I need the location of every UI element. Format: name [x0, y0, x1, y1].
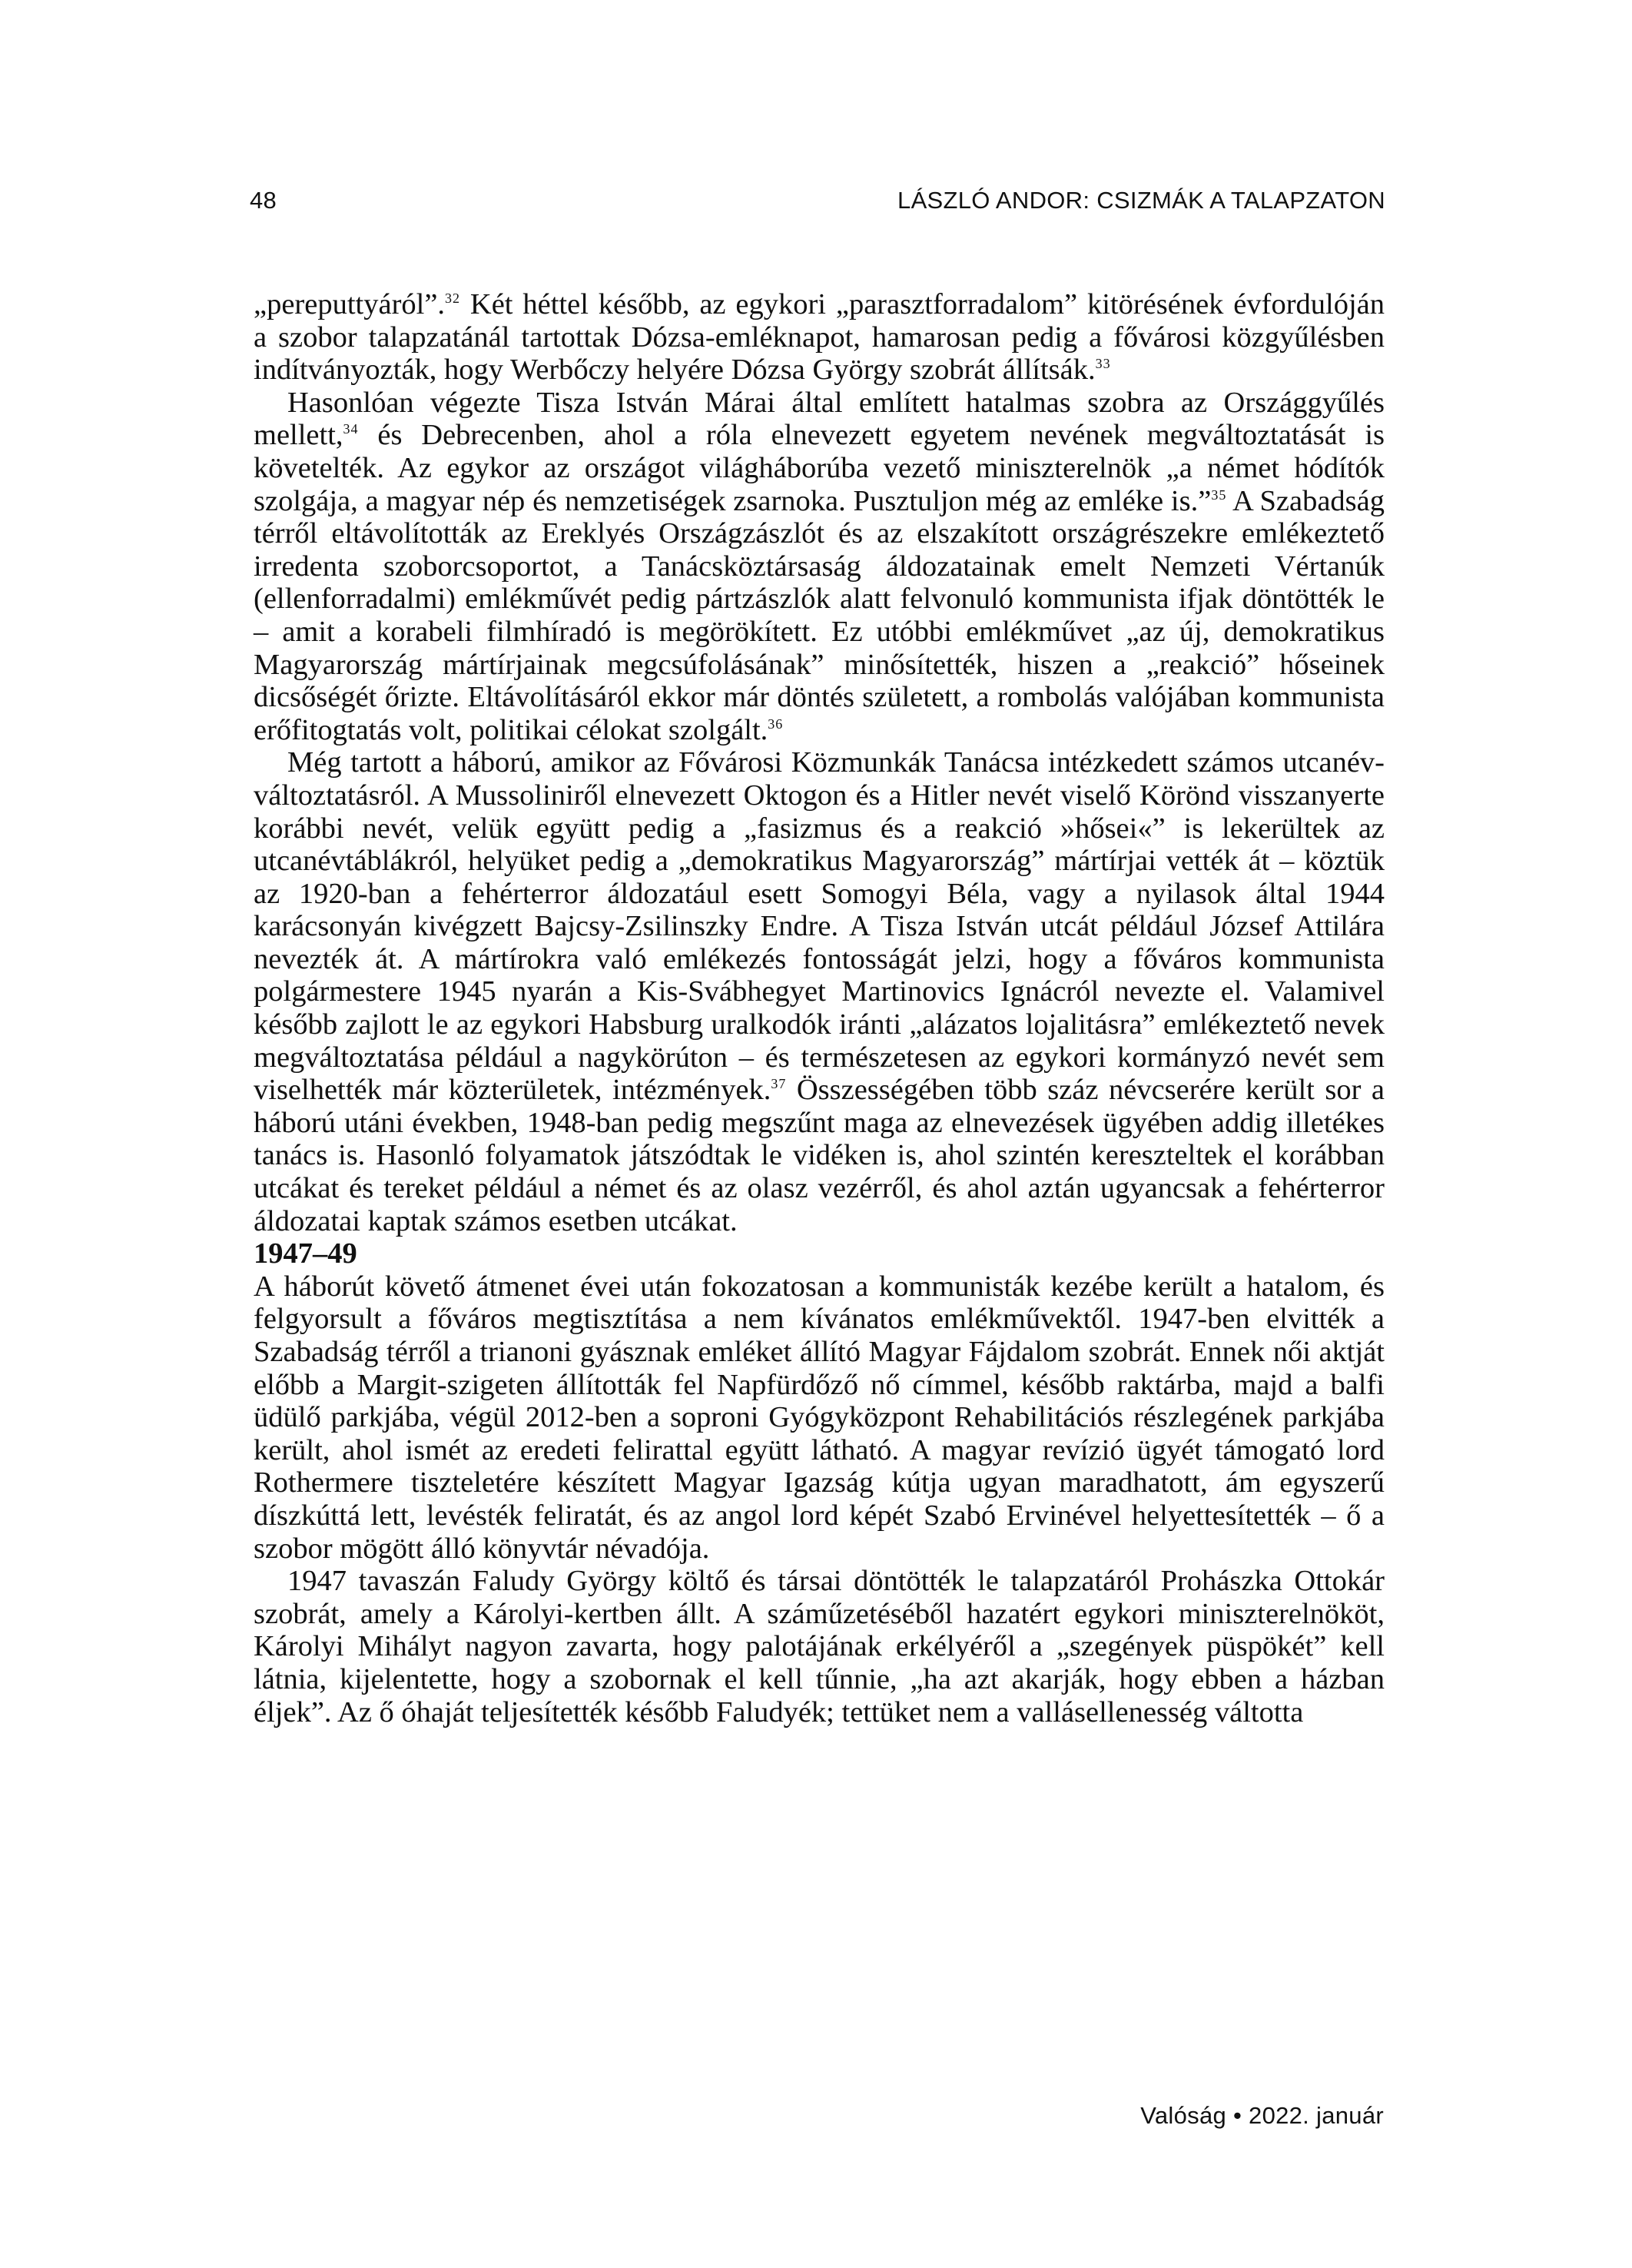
paragraph: 1947 tavaszán Faludy György költő és társai döntötték le talapzatáról Prohászka Ottokár szobrát, amely a Károlyi-kertben állt. A száműzetéséből hazatért egykori miniszterelnököt, Károlyi Mihályt nagyon zavarta, hogy palotájának erkélyéről a „szegények püspökét” kell látnia, kijelentette, hogy a szobornak el kell tűnnie, „ha azt akarják, hogy ebben a házban éljek”. Az ő óhaját teljesítették később Faludyék; tettüket nem a vallásellenesség váltotta: [254, 1565, 1385, 1728]
article-body: [254, 288, 1385, 1728]
page-footer: Valóság • 2022. január: [1140, 2102, 1384, 2129]
paragraph-text: Összességében több száz névcserére került sor a háború utáni években, 1948-ban pedig megszűnt maga az elnevezések ügyében addig illetékes tanács is. Hasonló folyamatok játszódtak le vidéken is, ahol szintén kereszteltek el korábban utcákat és tereket például a német és az olasz vezérről, és ahol aztán ugyancsak a fehérterror áldozatai kaptak számos esetben utcákat.: [254, 1074, 1385, 1237]
section-heading: 1947–49: [254, 1237, 357, 1270]
paragraph-text: Még tartott a háború, amikor az Fővárosi Közmunkák Tanácsa intézkedett számos utcanév-változtatásról. A Mussoliniről elnevezett Oktogon és a Hitler nevét viselő Körönd visszanyerte korábbi nevét, velük együtt pedig a „fasizmus és a reakció »hősei«” is lekerültek az utcanévtáblákról, helyüket pedig a „demokratikus Magyarország” mártírjai vették át – köztük az 1920-ban a fehérterror áldozatául esett Somogyi Béla, vagy a nyilasok által 1944 karácsonyán kivégzett Bajcsy-Zsilinszky Endre. A Tisza István utcát például József Attilára nevezték át. A mártírokra való emlékezés fontosságát jelzi, hogy a főváros kommunista polgármestere 1945 nyarán a Kis-Svábhegyet Martinovics Ignácról nevezte el. Valamivel később zajlott le az egykori Habsburg uralkodók iránti „alázatos lojalitásra” emlékeztető nevek megváltoztatása például a nagykörúton – és természetesen az egykori kormányzó nevét sem viselhették már közterületek, intézmények.: [254, 746, 1385, 1107]
paragraph: [254, 387, 1385, 747]
running-title: LÁSZLÓ ANDOR: CSIZMÁK A TALAPZATON: [897, 187, 1385, 214]
footnote-marker: 34: [343, 421, 359, 437]
footnote-marker: 32: [445, 291, 461, 306]
paragraph: A háborút követő átmenet évei után fokozatosan a kommunisták kezébe került a hatalom, és felgyorsult a főváros megtisztítása a nem kívánatos emlékművektől. 1947-ben elvitték a Szabadság térről a trianoni gyásznak emléket állító Magyar Fájdalom szobrát. Ennek női aktját előbb a Margit-szigeten állították fel Napfürdőző nő címmel, később raktárba, majd a balfi üdülő parkjába, végül 2012-ben a soproni Gyógyközpont Rehabilitációs részlegének parkjába került, ahol ismét az eredeti felirattal együtt látható. A magyar revízió ügyét támogató lord Rothermere tiszteletére készített Magyar Igazság kútja ugyan maradhatott, ám egyszerű díszkúttá lett, levésték feliratát, és az angol lord képét Szabó Ervinével helyettesítették – ő a szobor mögött álló könyvtár névadója.: [254, 1270, 1385, 1565]
paragraph: [254, 746, 1385, 1237]
footnote-marker: 35: [1211, 486, 1227, 503]
footnote-marker: 37: [771, 1076, 787, 1092]
paragraph-text: Hasonlóan végezte Tisza István Márai által említett hatalmas szobra az Országgyűlés mellett,: [254, 386, 1385, 452]
footnote-marker: 33: [1095, 356, 1111, 372]
page-number: 48: [250, 187, 277, 214]
paragraph-text: A Szabadság térről eltávolították az Ereklyés Országzászlót és az elszakított országrészekre emlékeztető irredenta szoborcsoportot, a Tanácsköztársaság áldozatainak emelt Nemzeti Vértanúk (ellenforradalmi) emlékművét pedig pártzászlók alatt felvonuló kommunista ifjak döntötték le – amit a korabeli filmhíradó is megörökített. Ez utóbbi emlékművet „az új, demokratikus Magyarország mártírjainak megcsúfolásának” minősítették, hiszen a „reakció” hőseinek dicsőségét őrizte. Eltávolításáról ekkor már döntés született, a rombolás valójában kommunista erőfitogtatás volt, politikai célokat szolgált.: [254, 484, 1385, 746]
paragraph-text: Két héttel később, az egykori „parasztforradalom” kitörésének évfordulóján a szobor talapzatánál tartottak Dózsa-emléknapot, hamarosan pedig a fővárosi közgyűlésben indítványozták, hogy Werbőczy helyére Dózsa György szobrát állítsák.: [254, 288, 1385, 387]
footnote-marker: 36: [768, 716, 784, 732]
paragraph-text: és Debrecenben, ahol a róla elnevezett egyetem nevének megváltoztatását is követelték. Az egykor az országot világháborúba vezető miniszterelnök „a német hódítók szolgája, a magyar nép és nemzetiségek zsarnoka. Pusztuljon még az emléke is.”: [254, 419, 1385, 517]
paragraph: [254, 288, 1385, 387]
paragraph-text: „pereputtyáról”.: [254, 288, 446, 320]
